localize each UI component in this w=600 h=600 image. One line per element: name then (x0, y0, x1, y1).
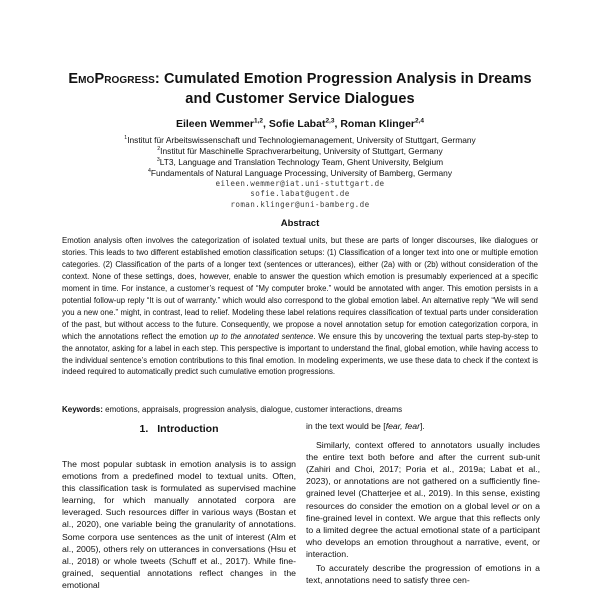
intro-paragraph-3: To accurately describe the progression of emotions in a text, annotations need to satisfy three cen- (306, 563, 540, 586)
fragment-pre: in the text would be [ (306, 421, 386, 431)
paragraph-2-part-a: Similarly, context offered to annotators usually includes the entire text both before and after the current sub-unit (Zahiri and Choi, 2017; Poria et al., 2019a; Labat et al., 2023), or annotations are not gathered on a sufficiently fine-grained level (Chatterjee et al., 2019). In this sense, existing resources do consider the emotion on a global level (306, 440, 540, 511)
paper-title (60, 69, 540, 109)
paper-title-rest: : Cumulated Emotion Progression Analysis in Dreams and Customer Service Dialogues (154, 71, 532, 107)
fragment-italic: fear, fear (385, 421, 420, 431)
affiliation-sup-4: 4 (147, 168, 151, 175)
affiliation-text-4: Fundamentals of Natural Language Processing, University of Bamberg, Germany (150, 168, 453, 178)
author-separator: , (263, 118, 269, 130)
section-heading-introduction (62, 422, 296, 436)
abstract-italic-phrase: up to the annotated sentence (209, 331, 314, 341)
email-line-2: sofie.labat@ugent.de (250, 189, 350, 199)
intro-paragraph-2 (306, 439, 540, 560)
affiliation-text-3: LT3, Language and Translation Technology Team, Ghent University, Belgium (159, 157, 444, 167)
right-column (306, 420, 540, 591)
affiliation-line-3 (0, 157, 600, 168)
affiliation-sup-2: 2 (157, 146, 161, 153)
affiliation-sup-3: 3 (156, 157, 160, 164)
intro-paragraph-1: The most popular subtask in emotion analysis is to assign emotions from a predefined model to textual units. Often, this classification task is formulated as supervised machine learning, for which manually annotated corpora are leveraged. Such resources differ in various ways (Bostan et al., 2020), one variable being the granularity of annotations. Some corpora use sentences as the unit of interest (Alm et al., 2005), others rely on utterances in conversations (Hsu et al., 2018) or whole tweets (Schuff et al., 2017). While fine-grained, sequential annotations reflect changes in the emotional (62, 459, 296, 590)
keywords-line (62, 404, 538, 415)
author-sup-3: 2,4 (415, 117, 425, 125)
two-column-body (62, 420, 540, 591)
section-number: 1. (139, 423, 149, 435)
abstract-part-1: Emotion analysis often involves the categorization of isolated textual units, but these are parts of longer discourses, like dialogues or stories. This leads to two different established emotion classification setups: (1) Classification of a longer text into one or multiple emotion categories. (2) Classification of the parts of a longer text (sentences or utterances), either (2a) with or (2b) without consideration of the context. None of these settings, does, however, enable to answer the question which emotion is presumably experienced at a specific moment in time. For instance, a customer’s request of “My computer broke.” would be annotated with anger. This emotion persists in a potential follow-up reply “It is out of warranty.” which would also correspond to the global emotion label. An alternative reply “We will send you a new one.” might, in contrast, lead to relief. Modeling these label relations requires classification of textual parts under consideration of the past, but without access to the future. Consequently, we propose a novel annotation setup for emotion categorization corpora, in which the annotations reflect the emotion (62, 236, 538, 341)
paragraph-2-part-b: on a fine-grained level in context. We argue that this reflects only to a limited degree the actual emotional state of a participant who develops an emotion throughout a narrative, event, or interaction. (306, 500, 540, 559)
author-name-3: Roman Klinger (340, 118, 416, 130)
abstract-heading: Abstract (280, 218, 320, 229)
author-name-1: Eileen Wemmer (175, 118, 254, 130)
paragraph-2-italic: or (511, 500, 520, 511)
author-name-2: Sofie Labat (268, 118, 326, 130)
section-title: Introduction (157, 423, 219, 435)
authors-line (0, 118, 600, 130)
emails-block (0, 179, 600, 210)
email-line-3: roman.klinger@uni-bamberg.de (230, 199, 370, 209)
fragment-post: ]. (419, 421, 425, 431)
continued-sentence-fragment (306, 420, 540, 432)
affiliation-sup-1: 1 (124, 135, 128, 142)
keywords-label: Keywords: (62, 405, 103, 414)
author-separator: , (334, 118, 341, 130)
abstract-part-2: . We ensure this by uncovering the textual parts step-by-step to the annotator, asking for a label in each step. This perspective is important to understand the final, global emotion, while having access to the individual sentence’s emotion contributions to this final emotion. In modeling experiments, we use these data to check if the context is indeed required to automatically predict such cumulative emotion progressions. (62, 331, 538, 377)
author-sup-1: 1,2 (253, 117, 263, 125)
left-column (62, 420, 296, 591)
affiliation-line-2 (0, 146, 600, 157)
email-line-1: eileen.wemmer@iat.uni-stuttgart.de (215, 179, 385, 188)
affiliation-text-1: Institut für Arbeitswissenschaft und Technologiemanagement, University of Stuttgart, Germany (127, 135, 476, 145)
affiliation-line-1 (0, 135, 600, 146)
affiliation-text-2: Institut für Maschinelle Sprachverarbeitung, University of Stuttgart, Germany (160, 146, 443, 156)
keywords-text: emotions, appraisals, progression analysis, dialogue, customer interactions, dreams (102, 405, 403, 414)
affiliations-block (0, 135, 600, 179)
author-sup-2: 2,3 (325, 117, 335, 125)
affiliation-line-4 (0, 168, 600, 179)
abstract-text (62, 235, 538, 378)
paper-title-smallcaps: EmoProgress (68, 71, 155, 87)
